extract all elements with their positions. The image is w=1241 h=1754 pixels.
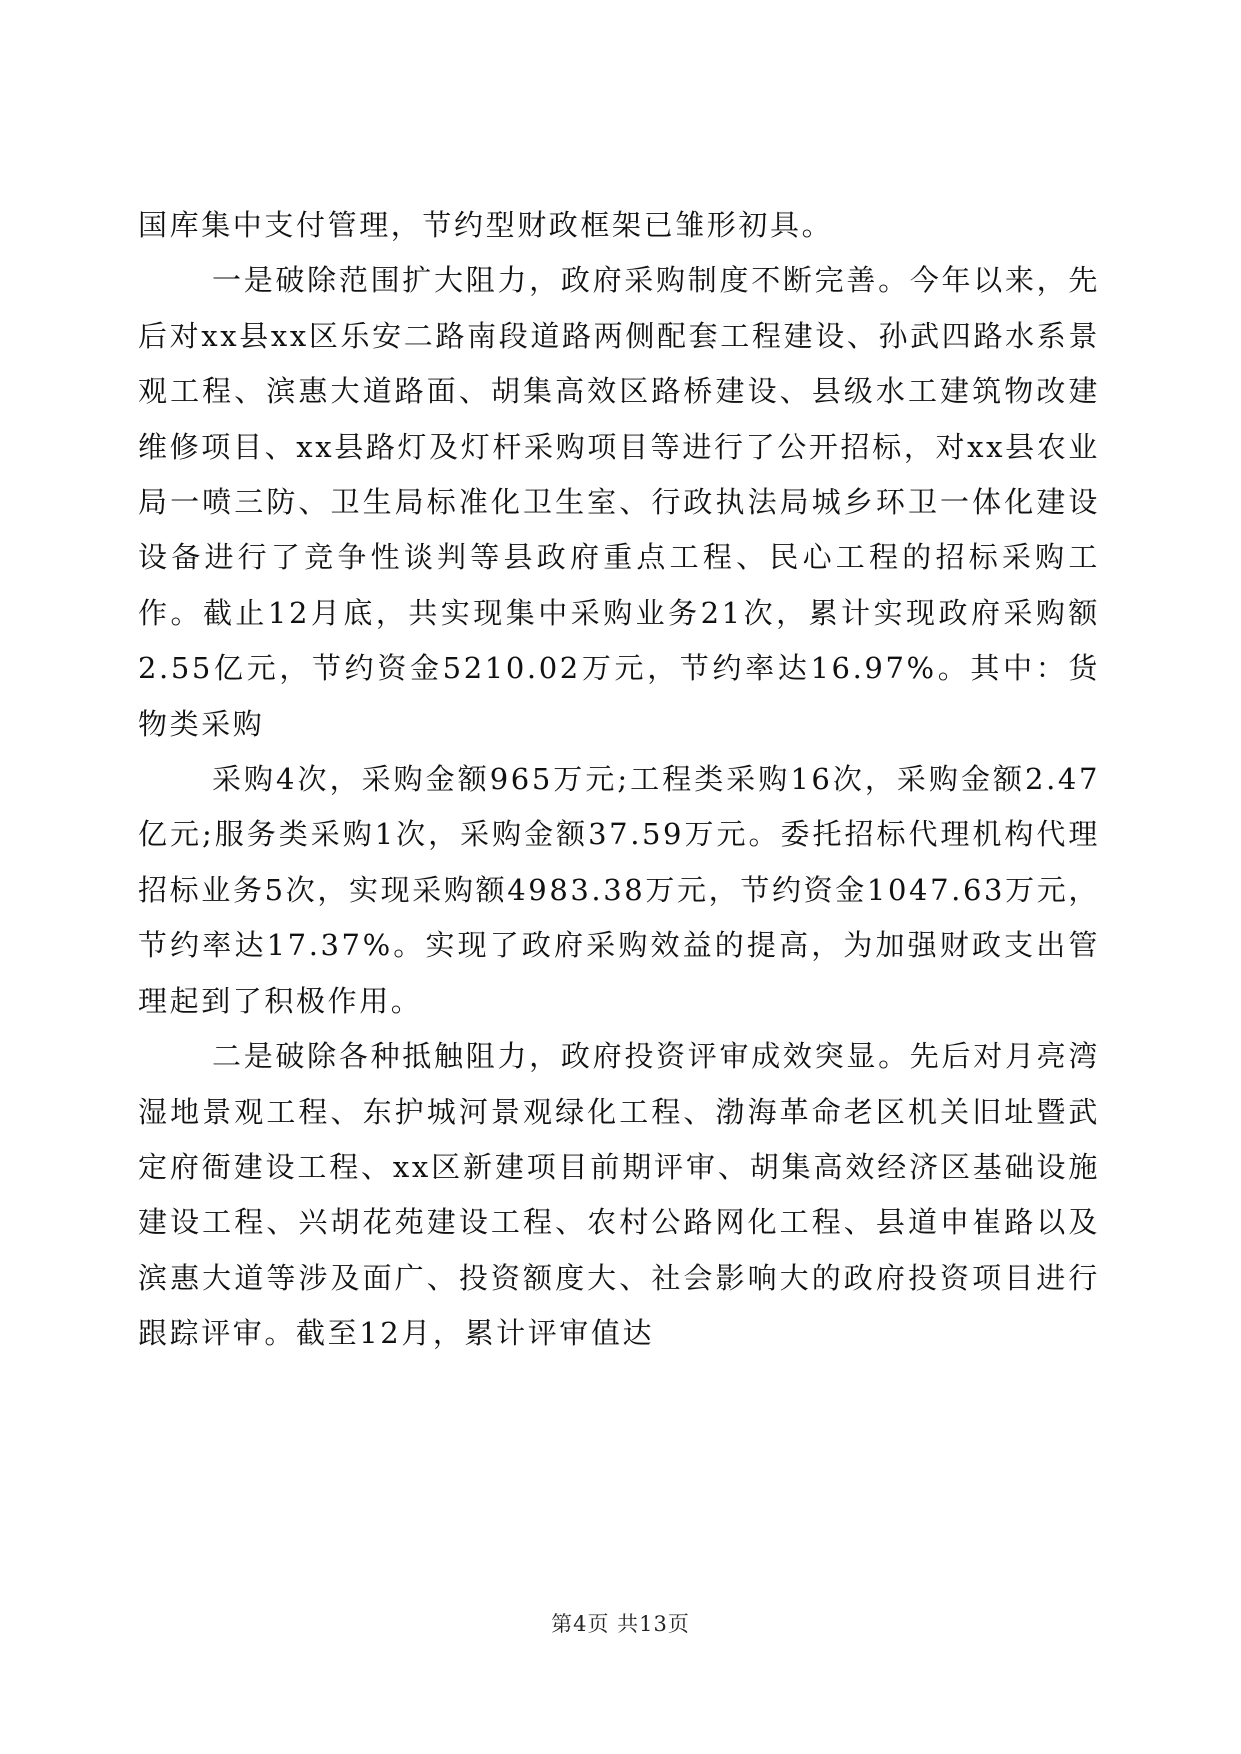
- paragraph-2: 一是破除范围扩大阻力，政府采购制度不断完善。今年以来，先后对xx县xx区乐安二路南段道路两侧配套工程建设、孙武四路水系景观工程、滨惠大道路面、胡集高效区路桥建设、县级水工建筑物改建维修项目、xx县路灯及灯杆采购项目等进行了公开招标，对xx县农业局一喷三防、卫生局标准化卫生室、行政执法局城乡环卫一体化建设设备进行了竞争性谈判等县政府重点工程、民心工程的招标采购工作。截止12月底，共实现集中采购业务21次，累计实现政府采购额2.55亿元，节约资金5210.02万元，节约率达16.97%。其中：货物类采购: [138, 263, 1100, 741]
- paragraph-4: 二是破除各种抵触阻力，政府投资评审成效突显。先后对月亮湾湿地景观工程、东护城河景观绿化工程、渤海革命老区机关旧址暨武定府衙建设工程、xx区新建项目前期评审、胡集高效经济区基础设施建设工程、兴胡花苑建设工程、农村公路网化工程、县道申崔路以及滨惠大道等涉及面广、投资额度大、社会影响大的政府投资项目进行跟踪评审。截至12月，累计评审值达: [138, 1039, 1100, 1351]
- paragraph-3: 采购4次，采购金额965万元;工程类采购16次，采购金额2.47亿元;服务类采购1次，采购金额37.59万元。委托招标代理机构代理招标业务5次，实现采购额4983.38万元，节约资金1047.63万元，节约率达17.37%。实现了政府采购效益的提高，为加强财政支出管理起到了积极作用。: [138, 762, 1100, 1018]
- page-number-footer: 第4页 共13页: [551, 1612, 690, 1636]
- document-body: [138, 198, 1100, 1362]
- paragraph-1: 国库集中支付管理，节约型财政框架已雏形初具。: [138, 208, 834, 242]
